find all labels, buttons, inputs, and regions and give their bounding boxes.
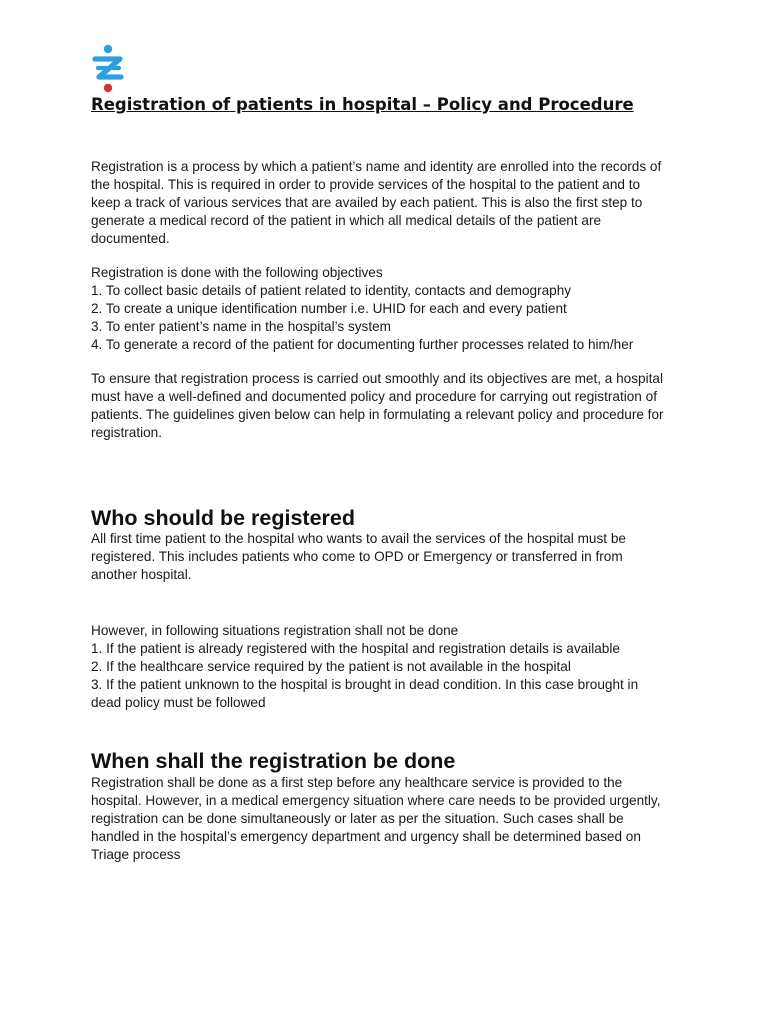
when-section-heading: When shall the registration be done xyxy=(91,749,456,773)
intro-line: documented. xyxy=(91,230,170,246)
intro-line: the hospital. This is required in order to provide services of the hospital to the patient and to xyxy=(91,176,641,192)
guidelines-line: To ensure that registration process is carried out smoothly and its objectives are met, a hospital xyxy=(91,371,663,386)
guidelines-paragraph xyxy=(91,370,691,442)
exception-item: 3. If the patient unknown to the hospital is brought in dead condition. In this case brought in xyxy=(91,676,639,692)
when-line: Registration shall be done as a first step before any healthcare service is provided to the xyxy=(91,775,623,790)
intro-line: keep a track of various services that are availed by each patient. This is also the first step to xyxy=(91,194,643,210)
who-line: registered. This includes patients who come to OPD or Emergency or transferred in from xyxy=(91,548,623,564)
objective-item: 4. To generate a record of the patient for documenting further processes related to him/her xyxy=(91,336,634,352)
hospital-logo-icon xyxy=(91,44,125,94)
document-title: Registration of patients in hospital – Policy and Procedure xyxy=(91,95,634,114)
exception-item: 1. If the patient is already registered with the hospital and registration details is available xyxy=(91,640,620,656)
who-line: All first time patient to the hospital who wants to avail the services of the hospital must be xyxy=(91,531,626,546)
who-section-heading: Who should be registered xyxy=(91,506,355,530)
objective-item: 1. To collect basic details of patient related to identity, contacts and demography xyxy=(91,282,572,298)
guidelines-line: must have a well-defined and documented policy and procedure for carrying out registration of xyxy=(91,388,657,404)
exception-item: 2. If the healthcare service required by the patient is not available in the hospital xyxy=(91,658,571,674)
guidelines-line: patients. The guidelines given below can help in formulating a relevant policy and procedure for xyxy=(91,406,664,422)
who-paragraph xyxy=(91,530,691,584)
objectives-lead: Registration is done with the following objectives xyxy=(91,265,383,280)
when-line: registration can be done simultaneously or later as per the situation. Such cases shall be xyxy=(91,810,624,826)
objectives-list xyxy=(91,264,691,354)
objective-item: 2. To create a unique identification number i.e. UHID for each and every patient xyxy=(91,300,567,316)
intro-paragraph xyxy=(91,158,691,248)
who-line: another hospital. xyxy=(91,566,192,582)
exceptions-lead: However, in following situations registration shall not be done xyxy=(91,623,459,638)
when-paragraph xyxy=(91,774,691,864)
when-line: Triage process xyxy=(91,846,181,862)
guidelines-line: registration. xyxy=(91,424,163,440)
intro-line: generate a medical record of the patient in which all medical details of the patient are xyxy=(91,212,602,228)
exceptions-list xyxy=(91,622,691,712)
when-line: handled in the hospital’s emergency department and urgency shall be determined based on xyxy=(91,828,641,844)
when-line: hospital. However, in a medical emergency situation where care needs to be provided urgently, xyxy=(91,792,661,808)
intro-line: Registration is a process by which a patient’s name and identity are enrolled into the records of xyxy=(91,159,662,174)
objective-item: 3. To enter patient’s name in the hospital’s system xyxy=(91,318,391,334)
exception-item: dead policy must be followed xyxy=(91,694,266,710)
